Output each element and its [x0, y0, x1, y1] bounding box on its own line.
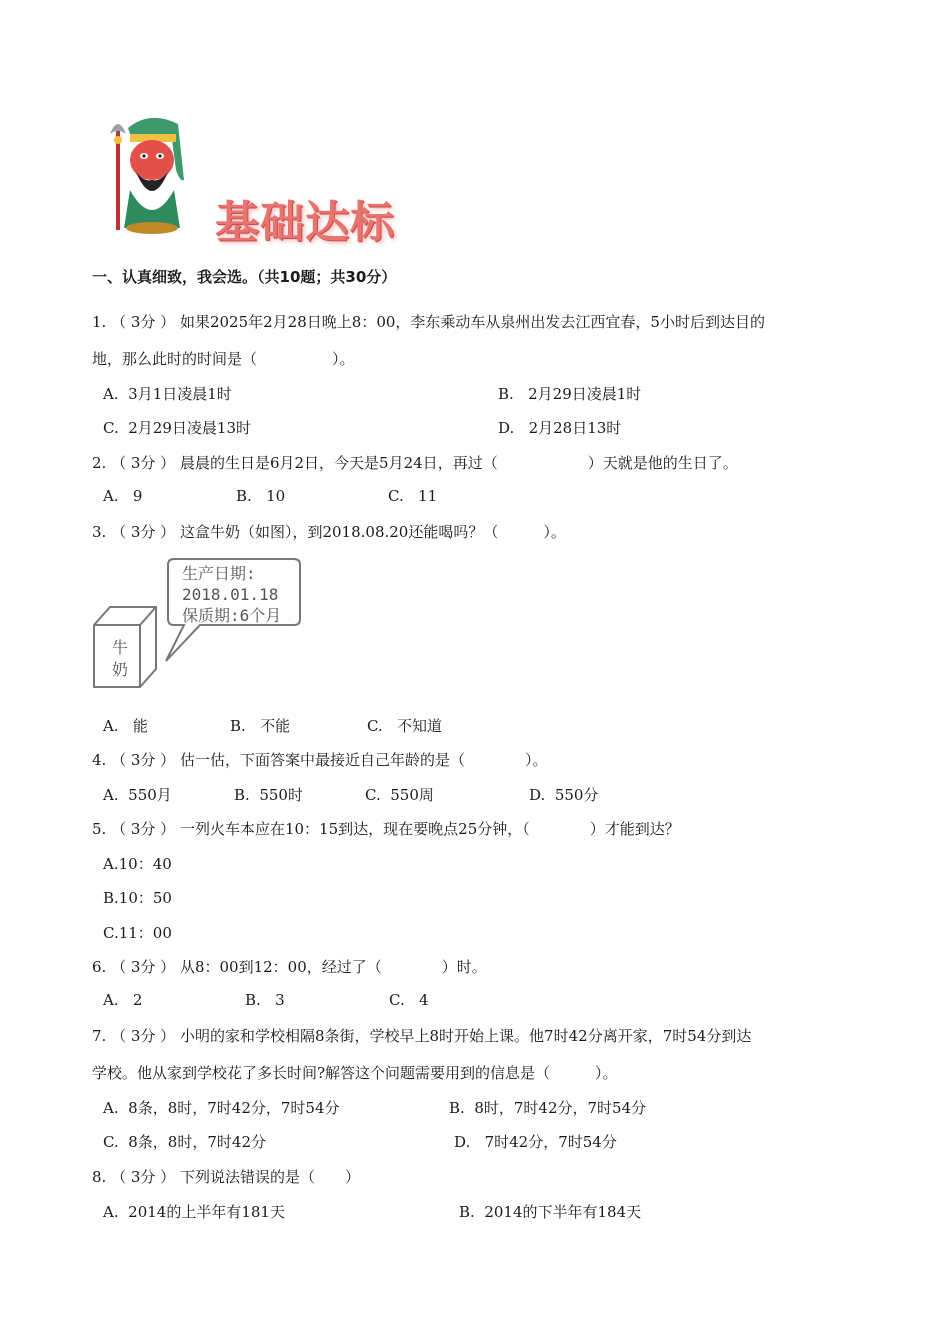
question-8 [92, 1166, 360, 1187]
option-3a[interactable]: A. 能 [103, 717, 148, 735]
option-5b[interactable]: B.10：50 [103, 889, 172, 907]
question-text: 估一估，下面答案中最接近自己年龄的是（ ）。 [179, 751, 548, 769]
question-text: 小明的家和学校相隔8条街，学校早上8时开始上课。他7时42分离开家，7时54分到达 [179, 1027, 752, 1045]
option-1c[interactable]: C. 2月29日凌晨13时 [103, 419, 251, 437]
question-text: 一列火车本应在10：15到达，现在要晚点25分钟，（ ）才能到达？ [179, 820, 680, 838]
option-4b[interactable]: B. 550时 [234, 786, 303, 804]
option-4a[interactable]: A. 550月 [103, 786, 172, 804]
question-number: 8. [92, 1168, 107, 1186]
question-score: （ 3分 ） [111, 454, 176, 472]
question-score: （ 3分 ） [111, 820, 176, 838]
question-score: （ 3分 ） [111, 1027, 176, 1045]
question-text: 从8：00到12：00，经过了（ ）时。 [179, 958, 487, 976]
question-1 [92, 311, 765, 332]
bubble-line-2: 2018.01.18 [182, 585, 279, 604]
option-3c[interactable]: C. 不知道 [367, 717, 443, 735]
option-6c[interactable]: C. 4 [389, 991, 429, 1009]
option-4c[interactable]: C. 550周 [365, 786, 434, 804]
option-6b[interactable]: B. 3 [245, 991, 285, 1009]
question-number: 4. [92, 751, 107, 769]
question-number: 2. [92, 454, 107, 472]
question-score: （ 3分 ） [111, 958, 176, 976]
question-score: （ 3分 ） [111, 1168, 176, 1186]
question-text: 这盒牛奶（如图），到2018.08.20还能喝吗？（ ）。 [179, 523, 566, 541]
question-7 [92, 1025, 751, 1046]
option-2c[interactable]: C. 11 [388, 487, 438, 505]
section-heading: 一、认真细致，我会选。（共10题；共30分） [92, 268, 397, 286]
option-5a[interactable]: A.10：40 [103, 855, 172, 873]
option-2b[interactable]: B. 10 [236, 487, 286, 505]
option-8a[interactable]: A. 2014的上半年有181天 [103, 1203, 285, 1221]
option-6a[interactable]: A. 2 [103, 991, 143, 1009]
question-5 [92, 818, 680, 839]
question-number: 1. [92, 313, 107, 331]
option-5c[interactable]: C.11：00 [103, 924, 172, 942]
bubble-line-3: 保质期:6个月 [182, 606, 282, 625]
option-4d[interactable]: D. 550分 [529, 786, 599, 804]
question-score: （ 3分 ） [111, 751, 176, 769]
question-text-continued: 学校。他从家到学校花了多长时间?解答这个问题需要用到的信息是（ ）。 [92, 1064, 618, 1082]
question-number: 6. [92, 958, 107, 976]
question-number: 5. [92, 820, 107, 838]
question-text-continued: 地，那么此时的时间是（ ）。 [92, 350, 355, 368]
mascot-illustration [100, 110, 190, 240]
option-1b[interactable]: B. 2月29日凌晨1时 [498, 385, 642, 403]
question-text: 晨晨的生日是6月2日，今天是5月24日，再过（ ）天就是他的生日了。 [179, 454, 738, 472]
box-label-2: 奶 [112, 660, 129, 679]
option-7d[interactable]: D. 7时42分，7时54分 [454, 1133, 617, 1151]
option-1a[interactable]: A. 3月1日凌晨1时 [103, 385, 232, 403]
option-7a[interactable]: A. 8条，8时，7时42分，7时54分 [103, 1099, 340, 1117]
question-text: 如果2025年2月28日晚上8：00，李东乘动车从泉州出发去江西宜春，5小时后到达目的 [179, 313, 765, 331]
question-text: 下列说法错误的是（ ） [179, 1168, 360, 1186]
option-2a[interactable]: A. 9 [103, 487, 143, 505]
option-3b[interactable]: B. 不能 [230, 717, 291, 735]
question-3 [92, 521, 566, 542]
question-4 [92, 749, 547, 770]
question-2 [92, 452, 738, 473]
box-label-1: 牛 [112, 638, 129, 657]
option-8b[interactable]: B. 2014的下半年有184天 [459, 1203, 642, 1221]
question-number: 3. [92, 523, 107, 541]
question-score: （ 3分 ） [111, 313, 176, 331]
option-7b[interactable]: B. 8时，7时42分，7时54分 [449, 1099, 647, 1117]
bubble-line-1: 生产日期: [182, 564, 256, 583]
milk-box-figure [90, 555, 305, 695]
question-6 [92, 956, 487, 977]
question-number: 7. [92, 1027, 107, 1045]
option-1d[interactable]: D. 2月28日13时 [498, 419, 622, 437]
page-title: 基础达标 [215, 197, 395, 248]
question-score: （ 3分 ） [111, 523, 176, 541]
option-7c[interactable]: C. 8条，8时，7时42分 [103, 1133, 266, 1151]
